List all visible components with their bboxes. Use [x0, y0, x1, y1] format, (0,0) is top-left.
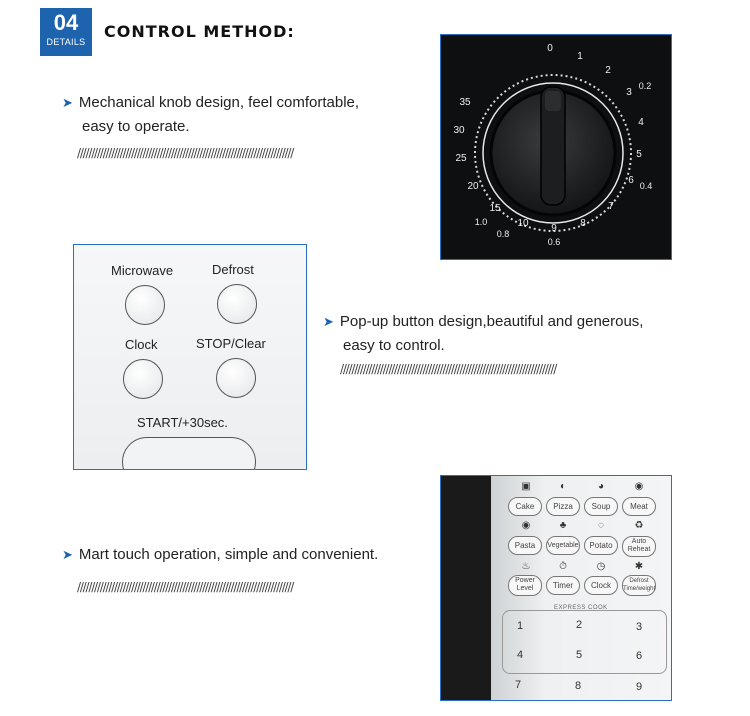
start-button[interactable] — [122, 437, 256, 470]
knob-label: 20 — [467, 181, 479, 192]
defrost-key[interactable]: Defrost Time/weight — [622, 575, 656, 596]
pizza-icon: ◐ — [559, 481, 567, 492]
digit-key[interactable]: 5 — [576, 649, 583, 661]
meat-icon: ◉ — [634, 481, 644, 492]
knob-label: 7 — [608, 201, 614, 212]
pasta-key[interactable]: Pasta — [508, 536, 542, 555]
potato-key[interactable]: Potato — [584, 536, 618, 555]
vegetable-key[interactable]: Vegetable — [546, 536, 580, 555]
microwave-button[interactable] — [125, 285, 165, 325]
touch-panel-photo — [440, 475, 672, 701]
feature-knob-line2: easy to operate. — [82, 118, 190, 135]
cake-key[interactable]: Cake — [508, 497, 542, 516]
pizza-key[interactable]: Pizza — [546, 497, 580, 516]
start-label: START/+30sec. — [137, 415, 228, 430]
section-heading: CONTROL METHOD: — [104, 22, 295, 41]
soup-icon: ◕ — [597, 481, 605, 492]
knob-label: 9 — [551, 223, 557, 234]
feature-knob-line1: Mechanical knob design, feel comfortable, — [78, 94, 360, 111]
knob-weight-label: 1.0 — [474, 217, 488, 227]
knob-label: 25 — [455, 153, 467, 164]
feature-buttons — [323, 310, 643, 358]
knob-weight-label: 0.2 — [638, 81, 652, 91]
potato-icon: ◌ — [598, 520, 604, 531]
knob-photo — [440, 34, 672, 260]
clock-key[interactable]: Clock — [584, 576, 618, 595]
soup-key[interactable]: Soup — [584, 497, 618, 516]
microwave-label: Microwave — [111, 263, 174, 278]
pasta-icon: ◉ — [521, 520, 531, 531]
vegetable-icon: ♣ — [559, 520, 567, 531]
power-icon: ♨ — [521, 561, 531, 572]
number-pad — [502, 610, 667, 674]
feature-buttons-line2: easy to control. — [343, 337, 445, 354]
knob-label: 6 — [628, 175, 634, 186]
stop-label: STOP/Clear — [196, 336, 266, 351]
knob-label: 2 — [605, 65, 611, 76]
clock-icon: ◷ — [596, 561, 606, 572]
auto-reheat-key[interactable]: Auto Reheat — [622, 536, 656, 557]
defrost-label: Defrost — [212, 262, 254, 277]
digit-key[interactable]: 3 — [636, 621, 643, 633]
digit-key[interactable]: 2 — [576, 619, 583, 631]
cake-icon: ▣ — [521, 481, 531, 492]
divider-slashes: //////////////////////////////////////////////////////////////////////////// — [77, 146, 294, 160]
arrow-icon: ➤ — [62, 95, 73, 110]
knob-weight-label: 0.4 — [639, 181, 653, 191]
auto-reheat-icon: ♻ — [634, 520, 644, 531]
clock-label: Clock — [125, 337, 158, 352]
knob-label: 15 — [489, 203, 501, 214]
arrow-icon: ➤ — [62, 547, 73, 562]
knob-label: 1 — [577, 51, 583, 62]
divider-slashes: //////////////////////////////////////////////////////////////////////////// — [77, 580, 294, 594]
timer-key[interactable]: Timer — [546, 576, 580, 595]
divider-slashes: //////////////////////////////////////////////////////////////////////////// — [340, 362, 557, 376]
section-label: DETAILS — [46, 37, 86, 47]
stop-button[interactable] — [216, 358, 256, 398]
knob-label: 8 — [580, 218, 586, 229]
feature-touch — [62, 543, 378, 567]
buttons-photo — [73, 244, 307, 470]
timer-icon: ⏱ — [559, 561, 567, 572]
defrost-icon: ✱ — [634, 561, 644, 572]
clock-button[interactable] — [123, 359, 163, 399]
digit-key[interactable]: 1 — [517, 620, 524, 632]
knob-dial — [441, 35, 672, 260]
power-level-key[interactable]: Power Level — [508, 575, 542, 596]
arrow-icon: ➤ — [323, 314, 334, 329]
knob-label: 5 — [636, 149, 642, 160]
digit-key[interactable]: 7 — [515, 679, 522, 691]
knob-label: 3 — [626, 87, 632, 98]
knob-label: 10 — [517, 218, 529, 229]
digit-key[interactable]: 4 — [517, 649, 524, 661]
feature-buttons-line1: Pop-up button design,beautiful and generous, — [339, 313, 644, 330]
meat-key[interactable]: Meat — [622, 497, 656, 516]
feature-knob — [62, 91, 359, 139]
section-badge — [40, 8, 92, 56]
defrost-button[interactable] — [217, 284, 257, 324]
knob-weight-label: 0.6 — [547, 237, 561, 247]
knob-label: 30 — [453, 125, 465, 136]
knob-weight-label: 0.8 — [496, 229, 510, 239]
digit-key[interactable]: 8 — [575, 680, 582, 692]
digit-key[interactable]: 6 — [636, 650, 643, 662]
express-cook-label: EXPRESS COOK — [554, 605, 608, 611]
knob-label: 4 — [638, 117, 644, 128]
digit-key[interactable]: 9 — [636, 681, 643, 693]
knob-label: 0 — [547, 43, 553, 54]
section-number: 04 — [53, 10, 79, 35]
feature-touch-line1: Mart touch operation, simple and convenient. — [78, 546, 379, 563]
knob-label: 35 — [459, 97, 471, 108]
